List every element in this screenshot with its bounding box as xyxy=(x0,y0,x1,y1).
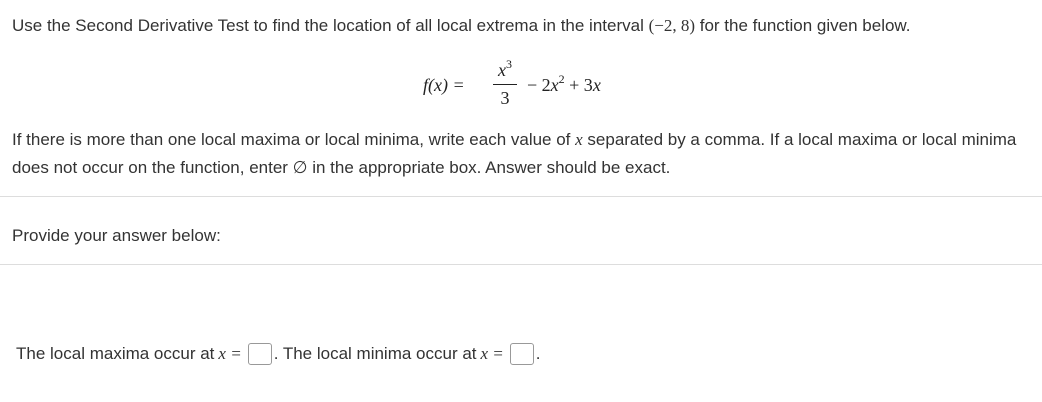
answer-row xyxy=(16,341,541,367)
term-exponent: 2 xyxy=(558,72,565,86)
question-prompt xyxy=(12,14,911,38)
formula-fraction xyxy=(493,58,517,109)
fraction-bar xyxy=(493,84,517,85)
formula-lhs-text: f(x) = xyxy=(423,75,465,95)
numerator-exponent: 3 xyxy=(506,57,512,71)
divider-bottom xyxy=(0,264,1042,265)
term-minus: − 2 xyxy=(527,75,551,95)
minima-eq: x = xyxy=(480,344,504,363)
term-var: x xyxy=(550,75,559,95)
instructions-text-before: If there is more than one local maxima or local minima, write each value of xyxy=(12,130,576,149)
formula-lhs xyxy=(423,75,465,96)
fraction-denominator: 3 xyxy=(500,88,510,108)
prompt-text-after: for the function given below. xyxy=(695,16,911,35)
maxima-input[interactable] xyxy=(248,343,272,365)
maxima-eq: x = xyxy=(218,344,242,363)
minima-input[interactable] xyxy=(510,343,534,365)
tail-var: x xyxy=(592,75,601,95)
numerator-var: x xyxy=(498,60,506,80)
maxima-label: The local maxima occur at xyxy=(16,344,215,363)
interval: (−2, 8) xyxy=(648,16,696,35)
fraction-numerator xyxy=(493,58,517,82)
term-tail: + 3 xyxy=(564,75,593,95)
formula-rhs xyxy=(527,72,601,96)
answer-heading: Provide your answer below: xyxy=(12,226,221,245)
prompt-text-before: Use the Second Derivative Test to find the location of all local extrema in the interval xyxy=(12,16,649,35)
minima-label: . The local minima occur at xyxy=(273,344,477,363)
instructions xyxy=(12,126,1032,182)
divider-top xyxy=(0,196,1042,197)
instructions-text-after: separated by a comma. If a local maxima or local minima does not occur on the function, enter ∅ in the appropriate box. Answer should be exact. xyxy=(12,130,1017,177)
end-period: . xyxy=(535,344,541,363)
instructions-var: x xyxy=(575,130,583,149)
